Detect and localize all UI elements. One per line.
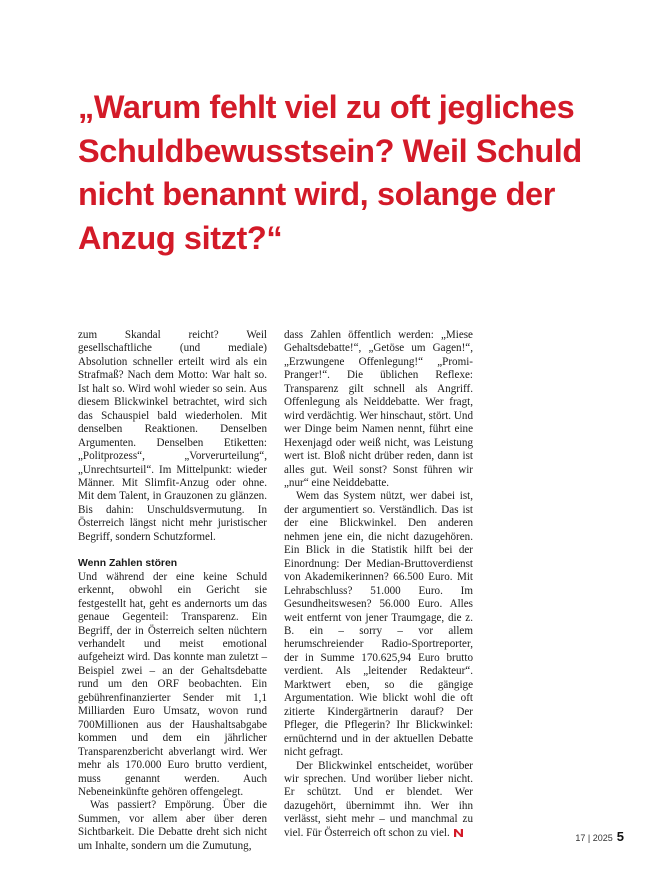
article-column-left (78, 329, 267, 853)
paragraph: dass Zahlen öffentlich werden: „Miese Gehaltsdebatte!“, „Getöse um Gagen!“, „Erzwungene Offenlegung!“ „Promi-Pranger!“. Die üblichen Reflexe: Transparenz gilt schnell als Angriff. Offenlegung als Neiddebatte. Wer fragt, wird verdächtig. Wer hinschaut, stört. Und wer Dinge beim Namen nennt, führt eine Hexenjagd oder weiß nicht, was Leistung wert ist. Bloß nicht drüber reden, dann ist alles gut. Weil sonst? Sonst führen wir „nur“ eine Neiddebatte. (284, 329, 473, 489)
page-number: 5 (616, 829, 624, 844)
page-footer (575, 829, 624, 844)
n-end-mark-icon (454, 829, 463, 837)
paragraph: Und während der eine keine Schuld erkennt, obwohl ein Gericht sie festgestellt hat, geht es andernorts um das genaue Gegenteil: Transparenz. Ein Begriff, der in Österreich selten nüchtern verhandelt und meist emotional aufgeheizt wird. Das konnte man zuletzt – Beispiel zwei – an der Gehaltsdebatte rund um den ORF beobachten. Ein gebührenfinanzierter Sender mit 1,1 Milliarden Euro Umsatz, wovon rund 700Millionen aus der Haushaltsabgabe kommen und dem ein jährlicher Transparenzbericht abverlangt wird. Wer mehr als 170.000 Euro brutto verdient, muss genannt werden. Auch Nebeneinkünfte gehören offengelegt. (78, 570, 267, 798)
paragraph-final-text: Der Blickwinkel entscheidet, worüber wir sprechen. Und worüber lieber nicht. Er schützt. Und er blendet. Wer dazugehört, übernimmt ihn. Wer ihn verlässt, sieht mehr – und manchmal zu viel. Für Österreich oft schon zu viel. (284, 759, 473, 839)
paragraph: zum Skandal reicht? Weil gesellschaftliche (und mediale) Absolution schneller erteilt wird als ein Strafmaß? Nach dem Motto: War halt so. Ist halt so. Wird wohl wieder so sein. Aus diesem Blickwinkel betrachtet, wird sich das Schauspiel bald wiederholen. Mit denselben Reaktionen. Denselben Argumenten. Denselben Etiketten: „Politprozess“, „Vorverurteilung“, „Unrechtsurteil“. Im Mittelpunkt: wieder Männer. Mit Slimfit-Anzug oder ohne. Mit dem Talent, in Grauzonen zu glänzen. Bis dahin: Unschuldsvermutung. In Österreich längst nicht mehr juristischer Begriff, sondern Schutzformel. (78, 329, 267, 543)
pull-quote: „Warum fehlt viel zu oft jegliches Schuldbewusstsein? Weil Schuld nicht benannt wird, solange der Anzug sitzt?“ (78, 89, 582, 256)
section-subheading: Wenn Zahlen stören (78, 558, 178, 570)
issue-number: 17 | 2025 (575, 833, 613, 843)
paragraph: Was passiert? Empörung. Über die Summen, vor allem aber über deren Sichtbarkeit. Die Debatte dreht sich nicht um Inhalte, sondern um die Zumutung, (78, 799, 267, 852)
article-column-right (284, 329, 473, 840)
paragraph: Wem das System nützt, wer dabei ist, der argumentiert so. Verständlich. Das ist der eine Blickwinkel. Den anderen nehmen jene ein, die nicht dazugehören. Ein Blick in die Statistik hilft bei der Einordnung: Der Median-Bruttoverdienst von Akademikerinnen? 66.500 Euro. Mit Lehrabschluss? 51.000 Euro. Im Gesundheitswesen? 56.000 Euro. Alles weit entfernt von jener Traumgage, die z. B. ein – sorry – vor allem herumschreiender Radio-Sportreporter, der in Summe 170.625,94 Euro brutto verdient. Als „leitender Redakteur“. Marktwert eben, so die gängige Argumentation. Wie blickt wohl die oft zitierte Kindergärtnerin darauf? Der Pfleger, die Pflegerin? Ihr Blickwinkel: ernüchternd und in der aktuellen Debatte nicht gefragt. (284, 490, 473, 759)
paragraph-final (284, 760, 473, 841)
